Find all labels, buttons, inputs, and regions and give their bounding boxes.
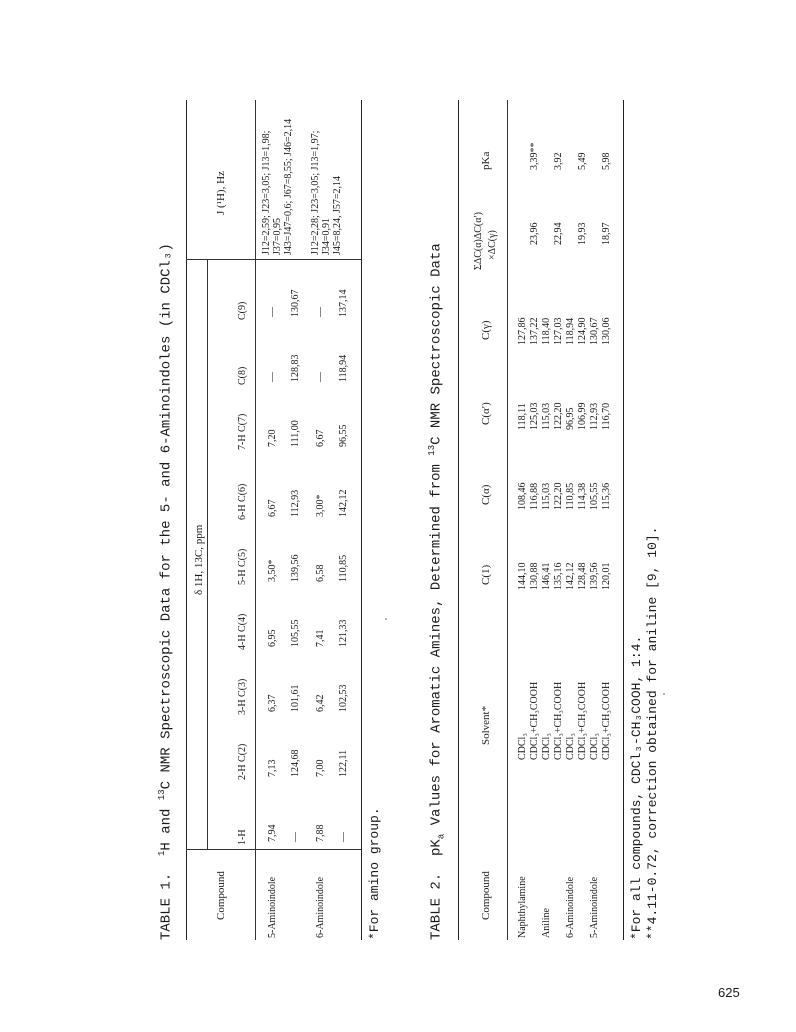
table1-cell: 6,42 — [315, 694, 326, 712]
table2-cell: 115,03 — [541, 482, 552, 510]
table1-cell: 128,83 — [290, 354, 301, 382]
table2-header: C(1) — [480, 564, 492, 585]
table1-cell: 102,53 — [338, 684, 349, 712]
table1-cell: 7,13 — [267, 759, 278, 777]
table2-cell: 5,98 — [601, 152, 612, 170]
table2-footnote: **4.11-0.72, correction obtained for aniline [9, 10]. — [645, 526, 660, 940]
table1-subheader: 2-H C(2) — [237, 743, 248, 780]
table1-cell: 7,41 — [315, 629, 326, 647]
table1-cell: 112,93 — [290, 489, 301, 517]
table1-subheader: C(9) — [237, 301, 248, 320]
table1-cell: 142,12 — [338, 489, 349, 517]
table1-cell: 118,94 — [338, 354, 349, 382]
table2-top-rule — [458, 100, 459, 940]
scan-speck — [663, 693, 665, 695]
table1-cell: 122,11 — [338, 749, 349, 777]
table1-cell: 96,55 — [338, 424, 349, 447]
table1-subheader: 7-H C(7) — [237, 413, 248, 450]
table1-group-header: δ 1H, 13C, ppm — [193, 524, 205, 595]
table2-solvent: CDCl₃+CH₃COOH — [577, 681, 588, 760]
table1-cell: — — [315, 372, 326, 382]
table2-solvent: CDCl₃+CH₃COOH — [553, 681, 564, 760]
table2-cell: 110,85 — [565, 482, 576, 510]
table2-footnote: *For all compounds, CDCl₃-CH₃COOH, 1:4. — [629, 635, 644, 940]
table1-subheader: 6-H C(6) — [237, 483, 248, 520]
table2-cell: 105,55 — [589, 482, 600, 510]
table2-caption: TABLE 2. $pK_a$ Values for Aromatic Amines, Determined from $^{13}$C NMR Spectroscopic Data — [427, 243, 447, 940]
table1-cell: 110,85 — [338, 554, 349, 582]
table2-compound: Aniline — [541, 908, 552, 938]
table1-subheader: 5-H C(5) — [237, 548, 248, 585]
table1-footnote: *For amino group. — [367, 807, 382, 940]
table2-cell: 120,01 — [601, 562, 612, 590]
table1-group-rule — [207, 260, 208, 850]
table1-header-rule — [255, 100, 256, 940]
table1-cell: 3,50* — [267, 559, 278, 582]
table2-bottom-rule — [623, 100, 624, 940]
table1-cell: 137,14 — [338, 289, 349, 317]
table2-header: Solvent* — [480, 705, 492, 745]
table1-cell: 101,61 — [290, 684, 301, 712]
table2-header: C(α′) — [480, 402, 492, 425]
table2-cell: 139,56 — [589, 562, 600, 590]
table2-solvent: CDCl₃ — [589, 733, 600, 760]
table2-cell: 122,20 — [553, 482, 564, 510]
table2-cell: 128,48 — [577, 562, 588, 590]
table2-cell: 3,39** — [529, 142, 540, 170]
table2-cell: 5,49 — [577, 152, 588, 170]
table1-cell: 105,55 — [290, 619, 301, 647]
table1-coupling: J43=J47=0,6; J67=8,55; J46=2,14 — [283, 118, 294, 255]
table1-coupling: J34=0,91 — [321, 217, 332, 255]
table2-header: ×ΔC(γ) — [487, 230, 498, 260]
table1-col-divider — [186, 849, 361, 850]
table2-compound: 6-Aminoindole — [565, 876, 576, 938]
page-number: 625 — [718, 985, 740, 1000]
table1-cell: 6,58 — [315, 564, 326, 582]
table2-cell: 137,22 — [529, 317, 540, 345]
table2-solvent: CDCl₃ — [517, 733, 528, 760]
table1-cell: 6,37 — [267, 694, 278, 712]
table1-cell: 7,88 — [315, 824, 326, 842]
table2-cell: 142,12 — [565, 562, 576, 590]
table2-compound: 5-Aminoindole — [589, 876, 600, 938]
table2-cell: 115,03 — [541, 402, 552, 430]
table2-cell: 124,90 — [577, 317, 588, 345]
table1-cell: 6,95 — [267, 629, 278, 647]
table1-top-rule — [186, 100, 187, 940]
scan-speck — [385, 618, 387, 620]
table1-cell: 7,20 — [267, 429, 278, 447]
table2-cell: 127,03 — [553, 317, 564, 345]
table2-header: Compound — [480, 871, 492, 920]
table2-cell: 108,46 — [517, 482, 528, 510]
table1-coupling: J12=2,28; J23=3,05; J13=1,97; — [310, 130, 321, 255]
table2-cell: 3,92 — [553, 152, 564, 170]
table2-header: ΣΔC(α)ΔC(α′) — [473, 211, 484, 270]
table1-cell: 7,94 — [267, 824, 278, 842]
table1-subheader: 4-H C(4) — [237, 613, 248, 650]
table2-cell: 130,67 — [589, 317, 600, 345]
table2-header: pKa — [480, 151, 492, 170]
table2-solvent: CDCl₃+CH₃COOH — [601, 681, 612, 760]
table2-solvent: CDCl₃ — [565, 733, 576, 760]
table1-cell: 139,56 — [290, 554, 301, 582]
table1-subheader: C(8) — [237, 366, 248, 385]
table2-header: C(α) — [480, 484, 492, 505]
table2-cell: 116,88 — [529, 482, 540, 510]
table2-cell: 96,95 — [565, 407, 576, 430]
table1-caption: TABLE 1. $^1$H and $^{13}$C NMR Spectroscopic Data for the 5- and 6-Aminoindoles (in CDCl₃) — [157, 243, 175, 940]
table2-cell: 122,20 — [553, 402, 564, 430]
table2-cell: 130,88 — [529, 562, 540, 590]
table2-cell: 114,38 — [577, 482, 588, 510]
table1-cell: 121,33 — [338, 619, 349, 647]
table2-solvent: CDCl₃+CH₃COOH — [529, 681, 540, 760]
table1-bottom-rule — [361, 100, 362, 940]
table2-compound: Naphthylamine — [517, 876, 528, 938]
table1-cell: — — [267, 372, 278, 382]
table2-cell: 18,97 — [601, 222, 612, 245]
table1-cell: — — [338, 832, 349, 842]
table1-cell: — — [290, 832, 301, 842]
table1-compound-header: Compound — [215, 871, 227, 920]
table2-cell: 144,10 — [517, 562, 528, 590]
table2-cell: 118,11 — [517, 403, 528, 430]
table2-cell: 130,06 — [601, 317, 612, 345]
table2-cell: 146,41 — [541, 562, 552, 590]
table2-cell: 112,93 — [589, 402, 600, 430]
table1-cell: 111,00 — [290, 420, 301, 447]
table2-solvent: CDCl₃ — [541, 733, 552, 760]
table1-subheader: 3-H C(3) — [237, 678, 248, 715]
table1-coupling-header: J (¹H), Hz — [215, 171, 227, 215]
table2-cell: 23,96 — [529, 222, 540, 245]
table2-cell: 19,93 — [577, 222, 588, 245]
table1-cell: 6,67 — [315, 429, 326, 447]
table2-cell: 118,40 — [541, 317, 552, 345]
table2-header: C(γ) — [480, 320, 492, 340]
table2-cell: 22,94 — [553, 222, 564, 245]
table1-cell: 124,68 — [290, 749, 301, 777]
table2-cell: 135,16 — [553, 562, 564, 590]
table1-cell: 130,67 — [290, 289, 301, 317]
table2-header-rule — [507, 100, 508, 940]
table2-cell: 116,70 — [601, 402, 612, 430]
table2-cell: 115,36 — [601, 482, 612, 510]
table1-col-divider — [186, 259, 361, 260]
table1-cell: — — [267, 307, 278, 317]
table1-coupling: J45=8,24, J57=2,14 — [332, 175, 343, 255]
table1-coupling: J12=2,59; J23=3,05; J13=1,98; — [261, 130, 272, 255]
table1-coupling: J37=0,95 — [272, 217, 283, 255]
table2-cell: 118,94 — [565, 317, 576, 345]
table1-cell: 7,00 — [315, 759, 326, 777]
table1-cell: 6,67 — [267, 499, 278, 517]
table2-cell: 125,03 — [529, 402, 540, 430]
table1-cell: — — [315, 307, 326, 317]
table1-compound: 6-Aminoindole — [315, 876, 326, 938]
table2-cell: 127,86 — [517, 317, 528, 345]
table1-compound: 5-Aminoindole — [267, 876, 278, 938]
table1-cell: 3,00* — [315, 494, 326, 517]
rotated-page-content — [155, 100, 755, 950]
table1-subheader: 1-H — [237, 829, 248, 845]
table2-cell: 106,99 — [577, 402, 588, 430]
